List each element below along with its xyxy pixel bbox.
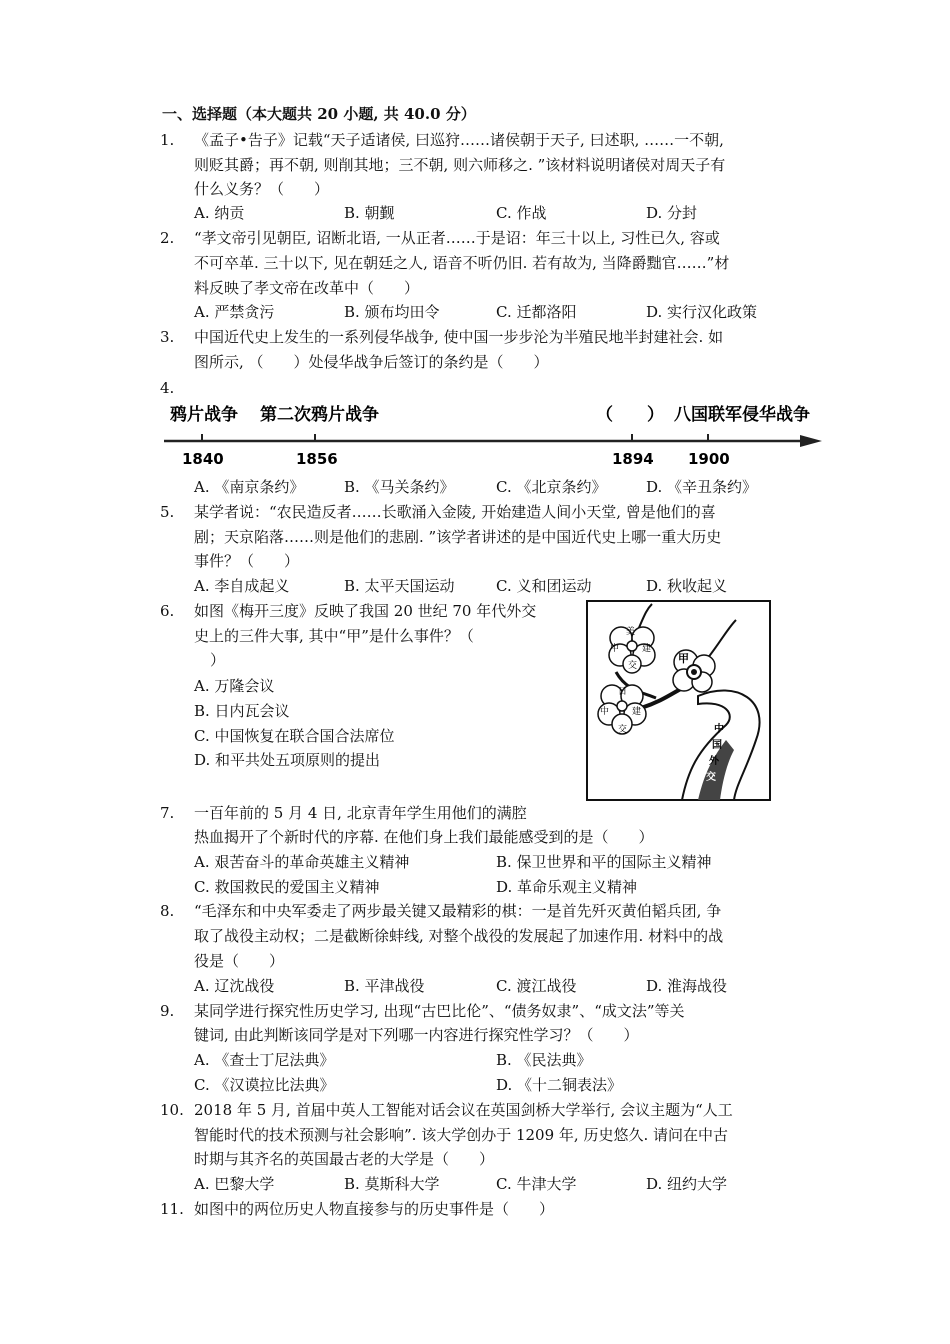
option-a[interactable]: A. 万隆会议 xyxy=(194,677,275,695)
option-a[interactable]: A. 辽沈战役 xyxy=(194,977,275,995)
option-c[interactable]: C. 作战 xyxy=(496,204,547,222)
question-text: “孝文帝引见朝臣, 诏断北语, 一从正者……于是诏：年三十以上, 习性已久, 容或 xyxy=(194,229,720,247)
question-text: 键词, 由此判断该同学是对下列哪一内容进行探究性学习？（ ） xyxy=(194,1026,639,1044)
flower-jia xyxy=(673,650,715,692)
option-c[interactable]: C. 中国恢复在联合国合法席位 xyxy=(194,727,395,745)
question-text: 中国近代史上发生的一系列侵华战争, 使中国一步步沦为半殖民地半封建社会. 如 xyxy=(194,328,724,346)
question-text: 取了战役主动权；二是截断徐蚌线, 对整个战役的发展起了加速作用. 材料中的战 xyxy=(194,927,724,945)
option-b[interactable]: B. 日内瓦会议 xyxy=(194,702,290,720)
timeline-year: 1840 xyxy=(182,450,224,468)
question-text: 如图中的两位历史人物直接参与的历史事件是（ ） xyxy=(194,1200,555,1218)
question-text: 《孟子•告子》记载“天子适诸侯, 曰巡狩……诸侯朝于天子, 曰述职, ……一不朝, xyxy=(194,131,724,149)
question-text: 热血揭开了个新时代的序幕. 在他们身上我们最能感受到的是（ ） xyxy=(194,828,654,846)
timeline-year: 1856 xyxy=(296,450,338,468)
option-a[interactable]: A. 《南京条约》 xyxy=(194,478,305,496)
option-c[interactable]: C. 《北京条约》 xyxy=(496,478,607,496)
svg-text:建: 建 xyxy=(642,644,652,654)
svg-text:中: 中 xyxy=(610,644,620,654)
option-d[interactable]: D. 淮海战役 xyxy=(646,977,728,995)
option-a[interactable]: A. 李自成起义 xyxy=(194,577,290,595)
question-text: 料反映了孝文帝在改革中（ ） xyxy=(194,279,420,297)
option-d[interactable]: D. 纽约大学 xyxy=(646,1175,728,1193)
question-number: 11. xyxy=(160,1200,184,1218)
question-text: 事件？（ ） xyxy=(194,552,300,570)
question-number: 9. xyxy=(160,1002,175,1020)
timeline-figure xyxy=(160,396,830,472)
question-number: 6. xyxy=(160,602,175,620)
option-b[interactable]: B. 颁布均田令 xyxy=(344,303,440,321)
question-text: 则贬其爵；再不朝, 则削其地；三不朝, 则六师移之. ”该材料说明诸侯对周天子有 xyxy=(194,156,726,174)
trunk-label: 国 xyxy=(712,740,722,751)
question-text: 2018 年 5 月, 首届中英人工智能对话会议在英国剑桥大学举行, 会议主题为“人工 xyxy=(194,1101,733,1119)
option-d[interactable]: D. 革命乐观主义精神 xyxy=(496,878,638,896)
question-text: 某同学进行探究性历史学习, 出现“古巴比伦”、“债务奴隶”、“成文法”等关 xyxy=(194,1002,685,1020)
question-text: 如图《梅开三度》反映了我国 20 世纪 70 年代外交 xyxy=(194,602,537,620)
svg-text:建: 建 xyxy=(632,707,642,717)
trunk-label: 中 xyxy=(714,724,724,735)
option-b[interactable]: B. 《民法典》 xyxy=(496,1051,592,1069)
question-text: 史上的三件大事, 其中“甲”是什么事件？（ xyxy=(194,627,474,645)
question-number: 2. xyxy=(160,229,175,247)
option-c[interactable]: C. 渡江战役 xyxy=(496,977,577,995)
option-a[interactable]: A. 严禁贪污 xyxy=(194,303,275,321)
option-d[interactable]: D. 和平共处五项原则的提出 xyxy=(194,751,381,769)
plum-blossom-figure xyxy=(586,600,771,802)
svg-text:美: 美 xyxy=(626,627,636,637)
question-text: 役是（ ） xyxy=(194,952,285,970)
question-text: 图所示, （ ）处侵华战争后签订的条约是（ ） xyxy=(194,353,549,371)
question-text: 一百年前的 5 月 4 日, 北京青年学生用他们的满腔 xyxy=(194,804,527,822)
timeline-event: （ ） xyxy=(596,405,664,425)
svg-text:中: 中 xyxy=(600,707,610,717)
timeline-event: 八国联军侵华战争 xyxy=(674,405,810,425)
svg-text:甲: 甲 xyxy=(678,652,689,665)
option-d[interactable]: D. 秋收起义 xyxy=(646,577,728,595)
question-number: 4. xyxy=(160,379,175,397)
timeline-year: 1900 xyxy=(688,450,730,468)
svg-text:交: 交 xyxy=(628,661,638,671)
question-text: 什么义务？（ ） xyxy=(194,180,330,198)
question-text: 时期与其齐名的英国最古老的大学是（ ） xyxy=(194,1150,495,1168)
option-b[interactable]: B. 平津战役 xyxy=(344,977,425,995)
option-d[interactable]: D. 《十二铜表法》 xyxy=(496,1076,623,1094)
timeline-event: 鸦片战争 xyxy=(170,405,238,425)
timeline-arrow xyxy=(800,435,822,447)
flower-top xyxy=(609,625,655,673)
option-a[interactable]: A. 纳贡 xyxy=(194,204,245,222)
timeline-year: 1894 xyxy=(612,450,654,468)
question-number: 10. xyxy=(160,1101,184,1119)
option-a[interactable]: A. 《查士丁尼法典》 xyxy=(194,1051,335,1069)
trunk-label: 交 xyxy=(706,772,716,783)
question-text: 智能时代的技术预测与社会影响”. 该大学创办于 1209 年, 历史悠久. 请问在中古 xyxy=(194,1126,728,1144)
option-b[interactable]: B. 《马关条约》 xyxy=(344,478,455,496)
question-text: 剧；天京陷落……则是他们的悲剧. ”该学者讲述的是中国近代史上哪一重大历史 xyxy=(194,528,722,546)
option-c[interactable]: C. 义和团运动 xyxy=(496,577,592,595)
option-b[interactable]: B. 莫斯科大学 xyxy=(344,1175,440,1193)
question-number: 3. xyxy=(160,328,175,346)
question-number: 5. xyxy=(160,503,175,521)
option-b[interactable]: B. 朝觐 xyxy=(344,204,395,222)
section-title: 一、选择题（本大题共 20 小题, 共 40.0 分） xyxy=(162,105,476,123)
option-c[interactable]: C. 牛津大学 xyxy=(496,1175,577,1193)
timeline-event: 第二次鸦片战争 xyxy=(260,405,379,425)
option-c[interactable]: C. 《汉谟拉比法典》 xyxy=(194,1076,335,1094)
option-a[interactable]: A. 巴黎大学 xyxy=(194,1175,275,1193)
option-b[interactable]: B. 太平天国运动 xyxy=(344,577,455,595)
question-text: “毛泽东和中央军委走了两步最关键又最精彩的棋：一是首先歼灭黄伯韬兵团, 争 xyxy=(194,902,722,920)
question-number: 1. xyxy=(160,131,175,149)
question-number: 8. xyxy=(160,902,175,920)
trunk-label: 外 xyxy=(709,756,719,767)
question-text: 不可卒革. 三十以下, 见在朝廷之人, 语音不听仍旧. 若有故为, 当降爵黜官……”材 xyxy=(194,254,730,272)
question-text: ） xyxy=(210,651,226,669)
option-d[interactable]: D. 实行汉化政策 xyxy=(646,303,758,321)
option-c[interactable]: C. 迁都洛阳 xyxy=(496,303,577,321)
option-b[interactable]: B. 保卫世界和平的国际主义精神 xyxy=(496,853,712,871)
svg-text:日: 日 xyxy=(618,687,628,697)
svg-text:交: 交 xyxy=(618,725,628,735)
option-a[interactable]: A. 艰苦奋斗的革命英雄主义精神 xyxy=(194,853,410,871)
question-number: 7. xyxy=(160,804,175,822)
question-text: 某学者说：“农民造反者……长歌涌入金陵, 开始建造人间小天堂, 曾是他们的喜 xyxy=(194,503,716,521)
option-c[interactable]: C. 救国救民的爱国主义精神 xyxy=(194,878,380,896)
option-d[interactable]: D. 《辛丑条约》 xyxy=(646,478,758,496)
option-d[interactable]: D. 分封 xyxy=(646,204,698,222)
